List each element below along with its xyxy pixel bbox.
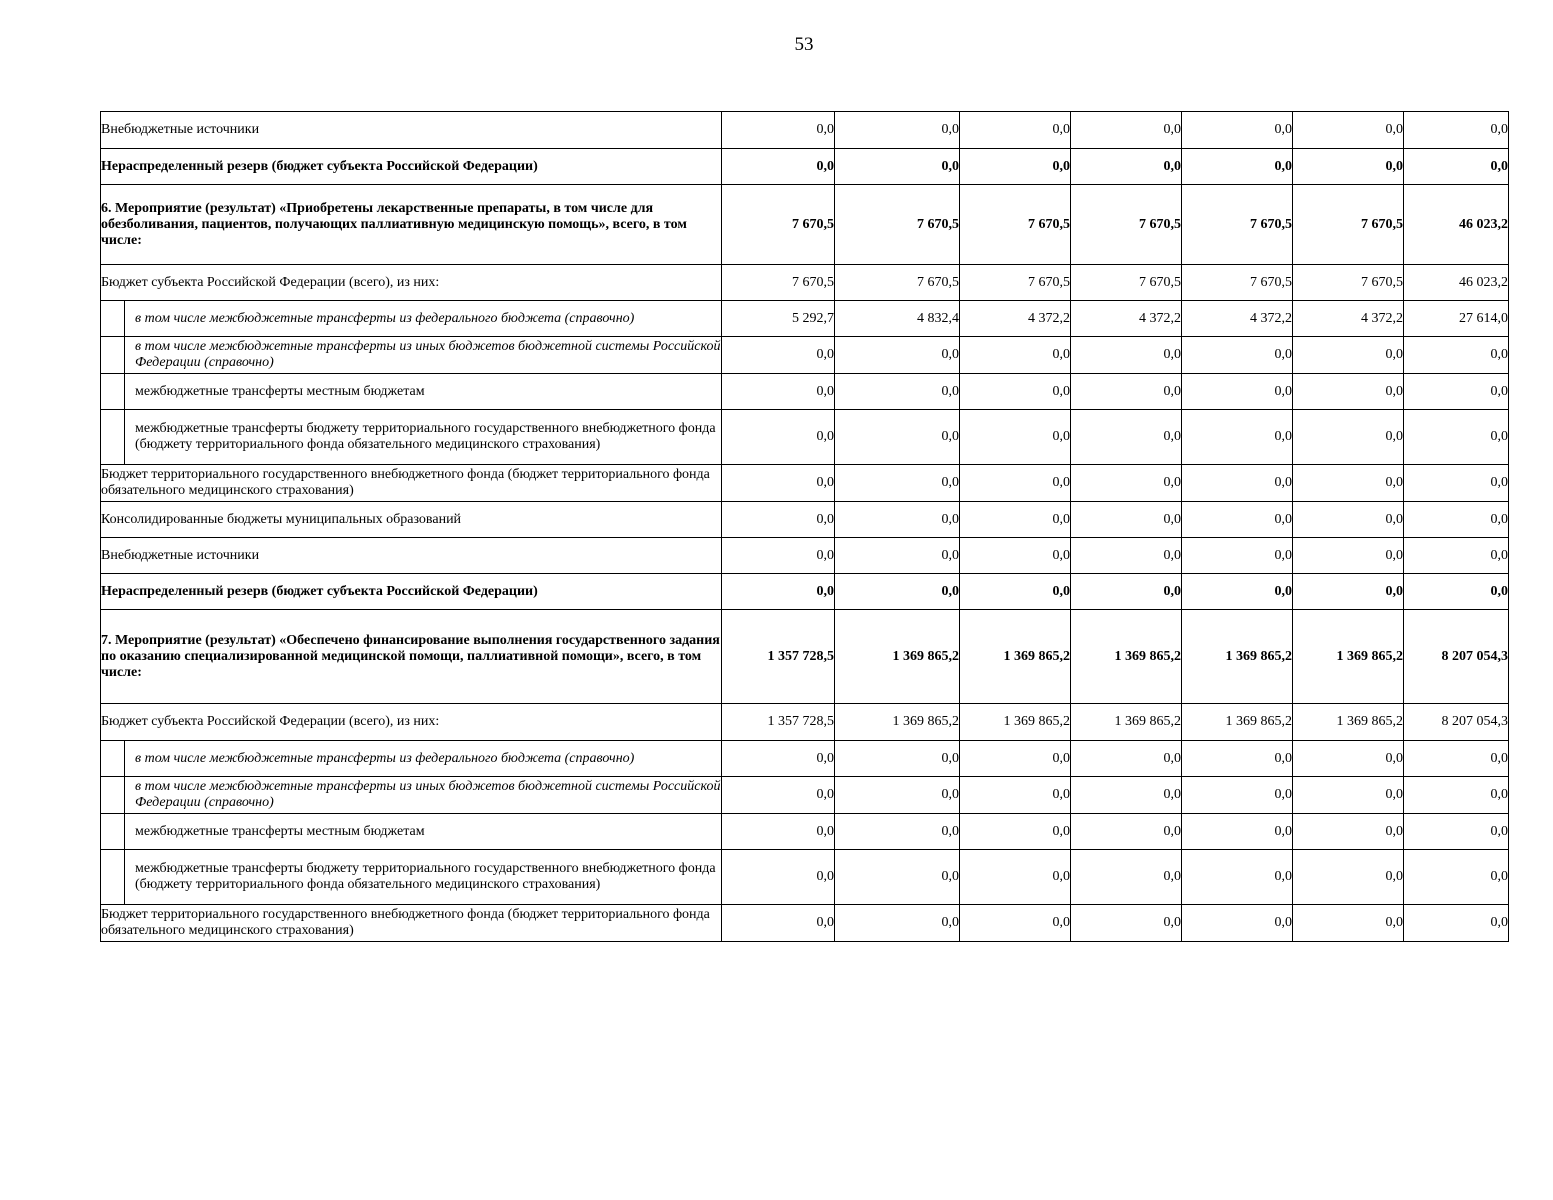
table-row xyxy=(101,610,1509,704)
page-number: 53 xyxy=(794,34,814,55)
row-value-cell: 0,0 xyxy=(835,814,960,850)
row-value-cell: 0,0 xyxy=(1071,538,1182,574)
row-value-cell: 0,0 xyxy=(1182,465,1293,502)
row-value-cell: 1 369 865,2 xyxy=(960,704,1071,741)
row-total-cell: 46 023,2 xyxy=(1404,265,1509,301)
row-value-cell: 0,0 xyxy=(960,112,1071,149)
row-value-cell: 0,0 xyxy=(1071,112,1182,149)
row-value-cell: 4 372,2 xyxy=(960,301,1071,337)
row-value-cell: 0,0 xyxy=(960,149,1071,185)
row-value-cell: 0,0 xyxy=(722,538,835,574)
indent-cell xyxy=(101,374,125,410)
row-total-cell: 46 023,2 xyxy=(1404,185,1509,265)
table-row xyxy=(101,149,1509,185)
row-value-cell: 1 369 865,2 xyxy=(835,610,960,704)
row-total-cell: 8 207 054,3 xyxy=(1404,704,1509,741)
row-value-cell: 0,0 xyxy=(960,850,1071,905)
row-label: в том числе межбюджетные трансферты из федерального бюджета (справочно) xyxy=(125,741,722,777)
row-value-cell: 1 369 865,2 xyxy=(960,610,1071,704)
row-label: межбюджетные трансферты местным бюджетам xyxy=(125,374,722,410)
row-value-cell: 0,0 xyxy=(835,777,960,814)
row-value-cell: 0,0 xyxy=(835,112,960,149)
row-total-cell: 8 207 054,3 xyxy=(1404,610,1509,704)
row-label: межбюджетные трансферты бюджету территориального государственного внебюджетного фонда (бюджету территориального фонда обязательного медицинского страхования) xyxy=(125,410,722,465)
row-value-cell: 0,0 xyxy=(722,112,835,149)
row-value-cell: 0,0 xyxy=(835,850,960,905)
row-value-cell: 7 670,5 xyxy=(1182,185,1293,265)
row-total-cell: 0,0 xyxy=(1404,410,1509,465)
row-value-cell: 0,0 xyxy=(1182,777,1293,814)
row-value-cell: 5 292,7 xyxy=(722,301,835,337)
indent-cell xyxy=(101,741,125,777)
table-row xyxy=(101,465,1509,502)
row-total-cell: 0,0 xyxy=(1404,814,1509,850)
table-row xyxy=(101,301,1509,337)
row-total-cell: 0,0 xyxy=(1404,905,1509,942)
row-value-cell: 0,0 xyxy=(722,905,835,942)
row-value-cell: 0,0 xyxy=(722,410,835,465)
row-value-cell: 7 670,5 xyxy=(960,265,1071,301)
table-row xyxy=(101,777,1509,814)
table-row xyxy=(101,741,1509,777)
row-value-cell: 7 670,5 xyxy=(960,185,1071,265)
row-value-cell: 0,0 xyxy=(1293,777,1404,814)
row-label: Внебюджетные источники xyxy=(101,538,722,574)
row-value-cell: 0,0 xyxy=(722,814,835,850)
row-value-cell: 7 670,5 xyxy=(835,185,960,265)
indent-cell xyxy=(101,410,125,465)
row-value-cell: 0,0 xyxy=(960,538,1071,574)
row-value-cell: 0,0 xyxy=(835,465,960,502)
row-value-cell: 0,0 xyxy=(1182,850,1293,905)
row-value-cell: 0,0 xyxy=(1293,850,1404,905)
row-value-cell: 0,0 xyxy=(1182,905,1293,942)
row-label: Бюджет субъекта Российской Федерации (всего), из них: xyxy=(101,704,722,741)
indent-cell xyxy=(101,337,125,374)
indent-cell xyxy=(101,777,125,814)
row-value-cell: 1 369 865,2 xyxy=(1182,704,1293,741)
row-label: в том числе межбюджетные трансферты из федерального бюджета (справочно) xyxy=(125,301,722,337)
row-value-cell: 0,0 xyxy=(722,574,835,610)
row-value-cell: 0,0 xyxy=(1293,410,1404,465)
table-row xyxy=(101,185,1509,265)
row-value-cell: 0,0 xyxy=(1071,814,1182,850)
row-label: Бюджет субъекта Российской Федерации (всего), из них: xyxy=(101,265,722,301)
table-row xyxy=(101,574,1509,610)
row-value-cell: 0,0 xyxy=(835,410,960,465)
row-value-cell: 0,0 xyxy=(1293,741,1404,777)
row-value-cell: 0,0 xyxy=(722,777,835,814)
row-value-cell: 1 369 865,2 xyxy=(1071,704,1182,741)
row-label: Нераспределенный резерв (бюджет субъекта Российской Федерации) xyxy=(101,149,722,185)
table-row xyxy=(101,337,1509,374)
row-value-cell: 0,0 xyxy=(1182,814,1293,850)
row-total-cell: 0,0 xyxy=(1404,502,1509,538)
row-label: Нераспределенный резерв (бюджет субъекта Российской Федерации) xyxy=(101,574,722,610)
row-value-cell: 0,0 xyxy=(1293,574,1404,610)
row-value-cell: 0,0 xyxy=(835,337,960,374)
row-value-cell: 1 369 865,2 xyxy=(1293,704,1404,741)
indent-cell xyxy=(101,850,125,905)
row-value-cell: 0,0 xyxy=(722,741,835,777)
row-value-cell: 7 670,5 xyxy=(1182,265,1293,301)
row-value-cell: 0,0 xyxy=(1071,374,1182,410)
row-value-cell: 0,0 xyxy=(960,777,1071,814)
row-value-cell: 0,0 xyxy=(1182,538,1293,574)
row-value-cell: 0,0 xyxy=(1293,337,1404,374)
row-value-cell: 0,0 xyxy=(1071,850,1182,905)
row-value-cell: 0,0 xyxy=(960,741,1071,777)
row-value-cell: 0,0 xyxy=(722,850,835,905)
row-value-cell: 4 372,2 xyxy=(1182,301,1293,337)
table-row xyxy=(101,410,1509,465)
row-value-cell: 0,0 xyxy=(960,374,1071,410)
row-value-cell: 1 357 728,5 xyxy=(722,610,835,704)
budget-table xyxy=(100,111,1509,942)
row-value-cell: 7 670,5 xyxy=(1293,185,1404,265)
row-value-cell: 4 372,2 xyxy=(1293,301,1404,337)
table-row xyxy=(101,704,1509,741)
row-value-cell: 7 670,5 xyxy=(1071,185,1182,265)
row-value-cell: 7 670,5 xyxy=(722,185,835,265)
row-value-cell: 0,0 xyxy=(960,574,1071,610)
row-value-cell: 0,0 xyxy=(722,149,835,185)
row-label: в том числе межбюджетные трансферты из иных бюджетов бюджетной системы Российской Федерации (справочно) xyxy=(125,777,722,814)
row-value-cell: 0,0 xyxy=(1071,905,1182,942)
row-value-cell: 0,0 xyxy=(1182,337,1293,374)
row-label: Бюджет территориального государственного внебюджетного фонда (бюджет территориального фонда обязательного медицинского страхования) xyxy=(101,465,722,502)
row-value-cell: 0,0 xyxy=(835,905,960,942)
row-value-cell: 0,0 xyxy=(1293,905,1404,942)
row-value-cell: 0,0 xyxy=(835,374,960,410)
row-value-cell: 0,0 xyxy=(722,465,835,502)
row-total-cell: 0,0 xyxy=(1404,465,1509,502)
row-value-cell: 0,0 xyxy=(1071,574,1182,610)
row-value-cell: 0,0 xyxy=(1182,410,1293,465)
row-value-cell: 0,0 xyxy=(1071,410,1182,465)
row-value-cell: 0,0 xyxy=(1182,374,1293,410)
table-row xyxy=(101,905,1509,942)
row-value-cell: 0,0 xyxy=(1293,112,1404,149)
row-value-cell: 0,0 xyxy=(835,149,960,185)
row-value-cell: 4 832,4 xyxy=(835,301,960,337)
row-label: межбюджетные трансферты бюджету территориального государственного внебюджетного фонда (бюджету территориального фонда обязательного медицинского страхования) xyxy=(125,850,722,905)
table-row xyxy=(101,502,1509,538)
row-value-cell: 0,0 xyxy=(835,741,960,777)
row-value-cell: 0,0 xyxy=(1293,502,1404,538)
row-total-cell: 0,0 xyxy=(1404,777,1509,814)
row-label: Бюджет территориального государственного внебюджетного фонда (бюджет территориального фонда обязательного медицинского страхования) xyxy=(101,905,722,942)
row-value-cell: 0,0 xyxy=(1293,814,1404,850)
row-value-cell: 7 670,5 xyxy=(1071,265,1182,301)
table-row xyxy=(101,814,1509,850)
table-row xyxy=(101,538,1509,574)
row-value-cell: 0,0 xyxy=(835,574,960,610)
row-value-cell: 0,0 xyxy=(722,374,835,410)
row-value-cell: 0,0 xyxy=(1071,502,1182,538)
row-value-cell: 0,0 xyxy=(960,337,1071,374)
row-value-cell: 0,0 xyxy=(960,465,1071,502)
indent-cell xyxy=(101,814,125,850)
row-label: Консолидированные бюджеты муниципальных образований xyxy=(101,502,722,538)
table-row xyxy=(101,112,1509,149)
row-value-cell: 0,0 xyxy=(1182,502,1293,538)
row-total-cell: 27 614,0 xyxy=(1404,301,1509,337)
row-value-cell: 0,0 xyxy=(1182,112,1293,149)
row-total-cell: 0,0 xyxy=(1404,574,1509,610)
row-value-cell: 7 670,5 xyxy=(1293,265,1404,301)
row-label: межбюджетные трансферты местным бюджетам xyxy=(125,814,722,850)
row-value-cell: 7 670,5 xyxy=(722,265,835,301)
row-value-cell: 1 369 865,2 xyxy=(1071,610,1182,704)
row-total-cell: 0,0 xyxy=(1404,741,1509,777)
table-row xyxy=(101,850,1509,905)
row-value-cell: 0,0 xyxy=(835,538,960,574)
row-value-cell: 0,0 xyxy=(1293,374,1404,410)
row-value-cell: 0,0 xyxy=(1293,538,1404,574)
row-value-cell: 0,0 xyxy=(1071,741,1182,777)
row-value-cell: 1 369 865,2 xyxy=(835,704,960,741)
row-total-cell: 0,0 xyxy=(1404,112,1509,149)
row-label: 7. Мероприятие (результат) «Обеспечено финансирование выполнения государственного задания по оказанию специализированной медицинской помощи, паллиативной помощи», всего, в том числе: xyxy=(101,610,722,704)
row-total-cell: 0,0 xyxy=(1404,538,1509,574)
row-value-cell: 0,0 xyxy=(722,337,835,374)
row-value-cell: 0,0 xyxy=(960,502,1071,538)
row-label: Внебюджетные источники xyxy=(101,112,722,149)
row-value-cell: 1 357 728,5 xyxy=(722,704,835,741)
row-value-cell: 1 369 865,2 xyxy=(1293,610,1404,704)
row-value-cell: 0,0 xyxy=(960,814,1071,850)
row-value-cell: 0,0 xyxy=(1182,149,1293,185)
row-value-cell: 0,0 xyxy=(1293,149,1404,185)
row-value-cell: 0,0 xyxy=(1071,337,1182,374)
row-label: в том числе межбюджетные трансферты из иных бюджетов бюджетной системы Российской Федерации (справочно) xyxy=(125,337,722,374)
row-value-cell: 0,0 xyxy=(960,410,1071,465)
row-value-cell: 7 670,5 xyxy=(835,265,960,301)
row-value-cell: 0,0 xyxy=(835,502,960,538)
table-row xyxy=(101,265,1509,301)
row-total-cell: 0,0 xyxy=(1404,149,1509,185)
row-value-cell: 1 369 865,2 xyxy=(1182,610,1293,704)
row-value-cell: 0,0 xyxy=(960,905,1071,942)
row-value-cell: 0,0 xyxy=(1071,777,1182,814)
row-total-cell: 0,0 xyxy=(1404,850,1509,905)
row-value-cell: 0,0 xyxy=(1071,465,1182,502)
row-total-cell: 0,0 xyxy=(1404,337,1509,374)
row-value-cell: 0,0 xyxy=(1182,574,1293,610)
row-value-cell: 4 372,2 xyxy=(1071,301,1182,337)
row-total-cell: 0,0 xyxy=(1404,374,1509,410)
table-row xyxy=(101,374,1509,410)
row-value-cell: 0,0 xyxy=(1071,149,1182,185)
indent-cell xyxy=(101,301,125,337)
row-value-cell: 0,0 xyxy=(1182,741,1293,777)
row-value-cell: 0,0 xyxy=(722,502,835,538)
row-value-cell: 0,0 xyxy=(1293,465,1404,502)
row-label: 6. Мероприятие (результат) «Приобретены лекарственные препараты, в том числе для обезболивания, пациентов, получающих паллиативную медицинскую помощь», всего, в том числе: xyxy=(101,185,722,265)
